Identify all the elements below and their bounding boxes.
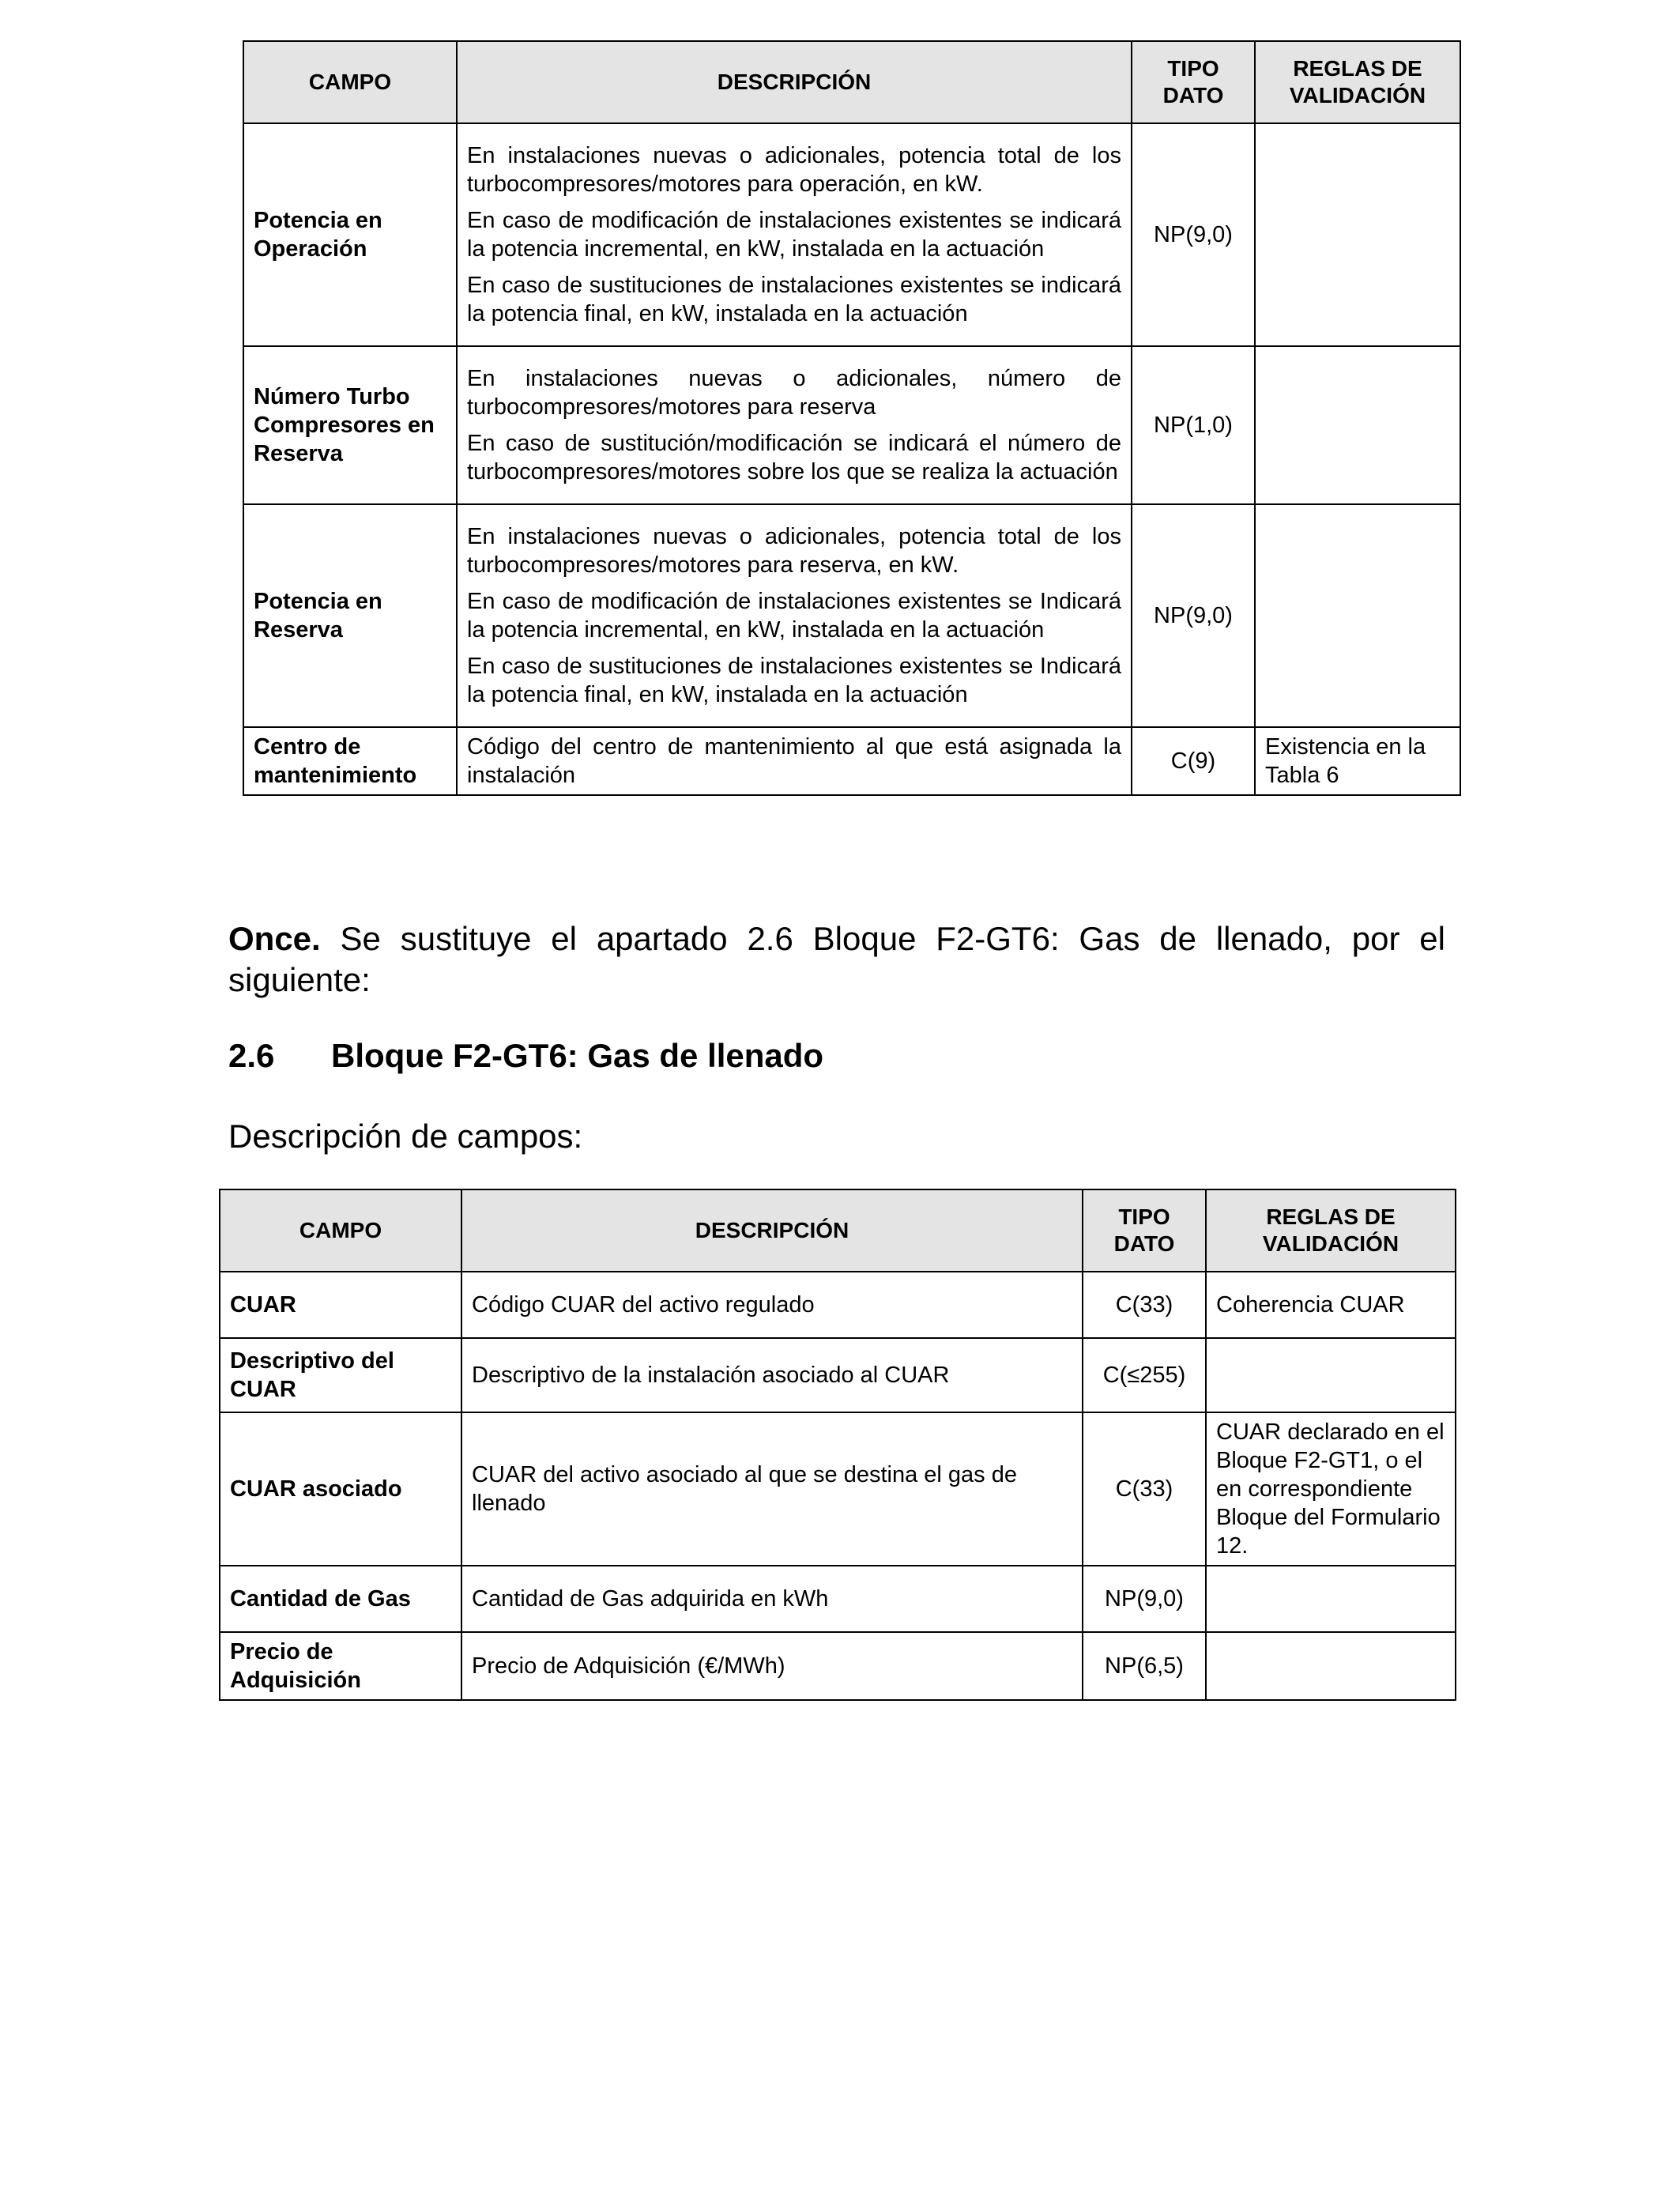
header-descripcion: DESCRIPCIÓN [461, 1189, 1083, 1272]
description-paragraph: En caso de sustituciones de instalaciones existentes se Indicará la potencia final, en kW, instalada en la actuación [467, 654, 1121, 707]
field-validation-rule [1255, 123, 1460, 346]
table-row [243, 346, 1460, 504]
description-paragraph: En caso de sustituciones de instalaciones existentes se indicará la potencia final, en kW, instalada en la actuación [467, 273, 1121, 326]
description-paragraph: En caso de modificación de instalaciones existentes se Indicará la potencia incremental, en kW, instalada en la actuación [467, 589, 1121, 643]
table-header-row [220, 1189, 1456, 1272]
field-data-type: NP(9,0) [1132, 123, 1255, 346]
field-validation-rule: Existencia en la Tabla 6 [1255, 727, 1460, 795]
table-header-row [243, 41, 1460, 123]
description-paragraph: Código del centro de mantenimiento al que está asignada la instalación [467, 734, 1121, 788]
amendment-lead: Once. [228, 920, 321, 957]
field-data-type: NP(6,5) [1083, 1632, 1206, 1700]
table-row [220, 1566, 1456, 1632]
header-campo: CAMPO [220, 1189, 461, 1272]
field-name: Número Turbo Compresores en Reserva [243, 346, 457, 504]
field-data-type: C(33) [1083, 1412, 1206, 1566]
field-description [457, 346, 1132, 504]
description-paragraph: En instalaciones nuevas o adicionales, potencia total de los turbocompresores/motores para operación, en kW. [467, 143, 1121, 197]
field-validation-rule: Coherencia CUAR [1206, 1272, 1456, 1338]
field-name: CUAR [220, 1272, 461, 1338]
field-data-type: NP(1,0) [1132, 346, 1255, 504]
field-validation-rule [1206, 1632, 1456, 1700]
header-campo: CAMPO [243, 41, 457, 123]
table-row [243, 123, 1460, 346]
field-validation-rule [1255, 346, 1460, 504]
field-name: Potencia en Operación [243, 123, 457, 346]
field-validation-rule [1255, 504, 1460, 727]
field-data-type: C(33) [1083, 1272, 1206, 1338]
fields-table-gas-llenado [219, 1189, 1456, 1701]
table-row [220, 1338, 1456, 1412]
field-description [457, 504, 1132, 727]
field-description: Código CUAR del activo regulado [461, 1272, 1083, 1338]
field-name: Precio de Adquisición [220, 1632, 461, 1700]
field-validation-rule [1206, 1566, 1456, 1632]
description-paragraph: En caso de modificación de instalaciones existentes se indicará la potencia incremental, en kW, instalada en la actuación [467, 208, 1121, 262]
header-tipo-dato: TIPO DATO [1132, 41, 1255, 123]
field-description: Descriptivo de la instalación asociado al CUAR [461, 1338, 1083, 1412]
fields-description-heading: Descripción de campos: [228, 1118, 583, 1155]
field-validation-rule: CUAR declarado en el Bloque F2-GT1, o el en correspondiente Bloque del Formulario 12. [1206, 1412, 1456, 1566]
field-description [457, 727, 1132, 795]
field-name: Potencia en Reserva [243, 504, 457, 727]
description-paragraph: En instalaciones nuevas o adicionales, número de turbocompresores/motores para reserva [467, 366, 1121, 420]
header-descripcion: DESCRIPCIÓN [457, 41, 1132, 123]
field-data-type: NP(9,0) [1083, 1566, 1206, 1632]
table-row [243, 504, 1460, 727]
field-data-type: NP(9,0) [1132, 504, 1255, 727]
header-reglas-validacion: REGLAS DE VALIDACIÓN [1255, 41, 1460, 123]
field-name: Cantidad de Gas [220, 1566, 461, 1632]
amendment-text: Se sustituye el apartado 2.6 Bloque F2-GT6: Gas de llenado, por el siguiente: [228, 920, 1445, 998]
section-number: 2.6 [228, 1037, 275, 1074]
field-name: CUAR asociado [220, 1412, 461, 1566]
table-row [220, 1632, 1456, 1700]
field-description: Cantidad de Gas adquirida en kWh [461, 1566, 1083, 1632]
field-name: Centro de mantenimiento [243, 727, 457, 795]
amendment-paragraph [228, 918, 1445, 1001]
section-title: Bloque F2-GT6: Gas de llenado [331, 1037, 824, 1074]
field-description: CUAR del activo asociado al que se destina el gas de llenado [461, 1412, 1083, 1566]
table-row [220, 1412, 1456, 1566]
header-reglas-validacion: REGLAS DE VALIDACIÓN [1206, 1189, 1456, 1272]
description-paragraph: En instalaciones nuevas o adicionales, potencia total de los turbocompresores/motores para reserva, en kW. [467, 524, 1121, 578]
field-data-type: C(9) [1132, 727, 1255, 795]
field-description: Precio de Adquisición (€/MWh) [461, 1632, 1083, 1700]
field-description [457, 123, 1132, 346]
field-name: Descriptivo del CUAR [220, 1338, 461, 1412]
field-validation-rule [1206, 1338, 1456, 1412]
fields-table-continuation [243, 40, 1461, 796]
field-data-type: C(≤255) [1083, 1338, 1206, 1412]
section-heading [228, 1035, 823, 1076]
description-paragraph: En caso de sustitución/modificación se indicará el número de turbocompresores/motores sobre los que se realiza la actuación [467, 431, 1121, 484]
table-row [243, 727, 1460, 795]
table-row [220, 1272, 1456, 1338]
header-tipo-dato: TIPO DATO [1083, 1189, 1206, 1272]
